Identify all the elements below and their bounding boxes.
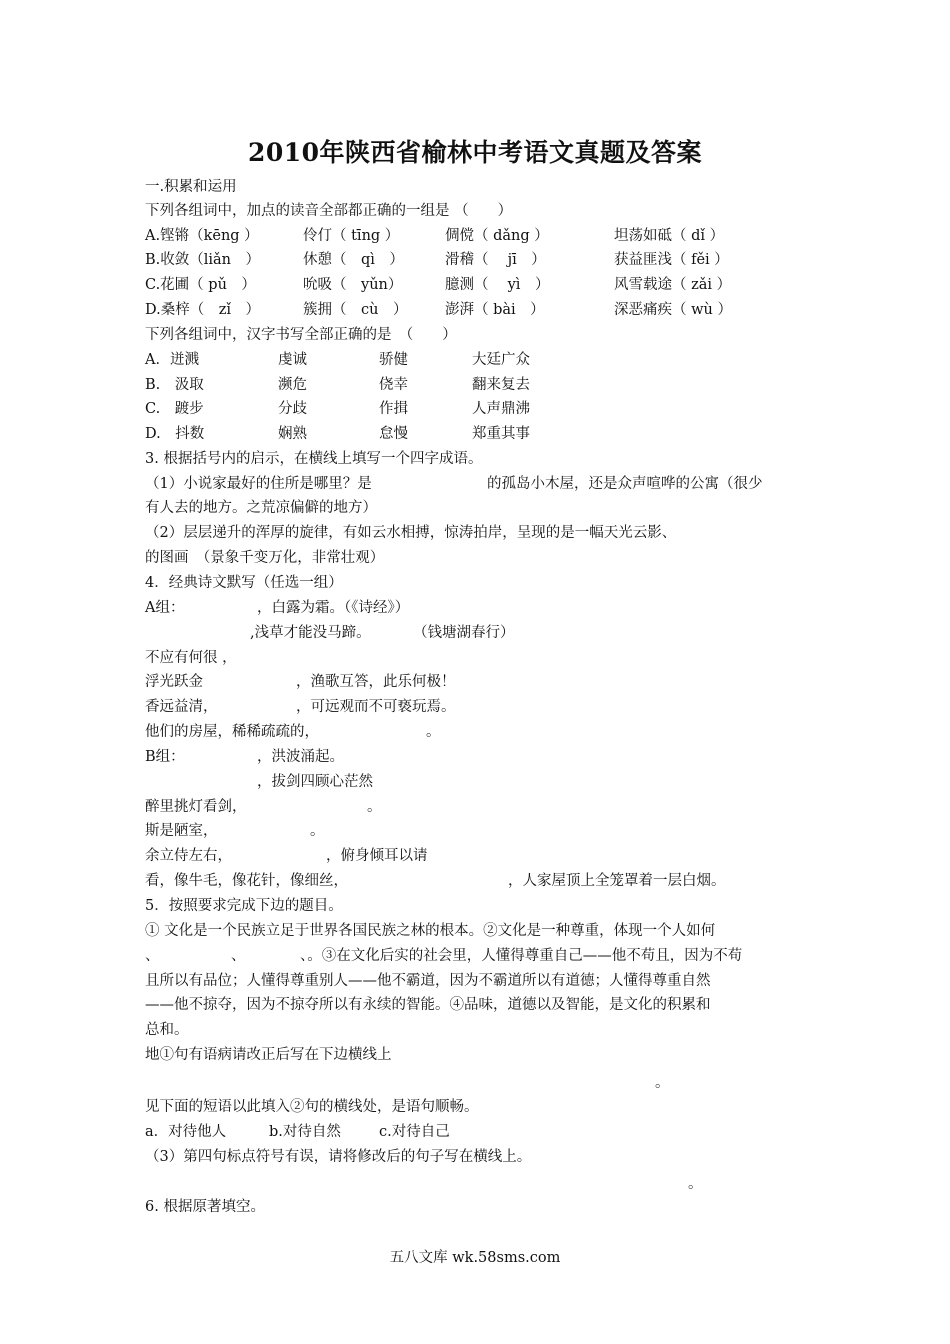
q1-option-b3: 滑稽（ jī ） (445, 252, 546, 268)
q2-option-a4: 大廷广众 (472, 352, 530, 368)
q6-prompt: 6. 根据原著填空。 (145, 1199, 265, 1215)
q2-option-a1: A．迸溅 (145, 352, 199, 368)
q2-option-a3: 骄健 (379, 352, 408, 368)
q4-b-line6-end: ，人家屋顶上全笼罩着一层白烟。 (508, 873, 726, 889)
q2-option-d1: D. 抖数 (145, 426, 205, 442)
q4-a-line1: ，白露为霜。（《诗经》） (257, 600, 410, 616)
q4-group-a-label: A组： (145, 600, 185, 616)
q3-prompt: 3. 根据括号内的启示，在横线上填写一个四字成语。 (145, 451, 483, 467)
q1-option-d1: D.桑梓（ zǐ ） (145, 302, 260, 318)
q1-option-d2: 簇拥（ cù ） (303, 302, 408, 318)
q5-sub3-answer-end: 。 (688, 1176, 703, 1192)
q1-option-a4: 坦荡如砥（ dǐ ） (614, 228, 725, 244)
q1-option-b1: B.收敛（liǎn ） (145, 252, 261, 268)
q1-option-a1: A.铿锵（kēng ） (145, 228, 259, 244)
q2-option-b2: 濒危 (278, 377, 307, 393)
q2-option-a2: 虔诚 (278, 352, 307, 368)
q5-text-line5: 总和。 (145, 1022, 189, 1038)
q1-option-b4: 获益匪浅（ fěi ） (614, 252, 729, 268)
q1-prompt: 下列各组词中，加点的读音全部都正确的一组是 （ ） (145, 203, 513, 219)
q1-option-a2: 伶仃（ tīng ） (303, 228, 400, 244)
q4-b-line5-end: ，俯身倾耳以请 (326, 848, 428, 864)
q4-a-line5-start: 香远益清， (145, 699, 218, 715)
q4-b-line5-start: 余立侍左右， (145, 848, 232, 864)
q3-part2-end: 的图画 （景象千变万化，非常壮观） (145, 550, 385, 566)
q4-b-line4-start: 斯是陋室， (145, 823, 218, 839)
q3-part1-end: 的孤岛小木屋，还是众声喧哗的公寓（很少 (487, 476, 763, 492)
q5-option-a: a．对待他人 (145, 1124, 227, 1140)
q4-b-line3-end: 。 (367, 799, 382, 815)
q3-part2-start: （2）层层递升的浑厚的旋律，有如云水相搏，惊涛拍岸，呈现的是一幅天光云影、 (145, 525, 677, 541)
q5-text-line2-b: 、 (231, 948, 246, 964)
q3-part1-cont: 有人去的地方。之荒凉偏僻的地方） (145, 500, 377, 516)
q5-sub2: 见下面的短语以此填入②句的横线处，是语句顺畅。 (145, 1099, 479, 1115)
q1-option-a3: 倜傥（ dǎng ） (445, 228, 549, 244)
q2-option-d4: 郑重其事 (472, 426, 530, 442)
q5-sub3: （3）第四句标点符号有误，请将修改后的句子写在横线上。 (145, 1149, 532, 1165)
q1-option-c4: 风雪载途（ zǎi ） (614, 277, 732, 293)
q4-a-line6-end: 。 (426, 724, 441, 740)
q1-option-c3: 臆测（ yì ） (445, 277, 550, 293)
q1-option-c2: 吮吸（ yǔn） (303, 277, 403, 293)
q3-part1-start: （1）小说家最好的住所是哪里？是 (145, 476, 372, 492)
q5-text-line4: ——他不掠夺，因为不掠夺所以有永续的智能。④品味，道德以及智能，是文化的积累和 (145, 997, 711, 1013)
q1-option-c1: C.花圃（ pǔ ） (145, 277, 256, 293)
q4-a-line4-start: 浮光跃金 (145, 674, 203, 690)
q5-option-b: b.对待自然 (269, 1124, 341, 1140)
q5-text-line2-a: 、 (145, 948, 160, 964)
page-title: 2010年陕西省榆林中考语文真题及答案 (247, 138, 703, 167)
q2-prompt: 下列各组词中，汉字书写全部正确的是 （ ） (145, 327, 457, 343)
q4-a-line4-end: ，渔歌互答，此乐何极！ (296, 674, 456, 690)
q4-a-line2-source: （钱塘湖春行） (413, 625, 515, 641)
q4-b-line4-end: 。 (310, 823, 325, 839)
q2-option-b3: 侥幸 (379, 377, 408, 393)
q4-b-line2: ，拔剑四顾心茫然 (257, 774, 373, 790)
q2-option-c4: 人声鼎沸 (472, 401, 530, 417)
q4-b-line6-start: 看，像牛毛，像花针，像细丝， (145, 873, 348, 889)
page-footer: 五八文库 wk.58sms.com (389, 1250, 561, 1266)
q5-sub1: 地①句有语病请改正后写在下边横线上 (145, 1047, 392, 1063)
q4-a-line5-end: ，可远观而不可亵玩焉。 (296, 699, 456, 715)
q2-option-d3: 怠慢 (379, 426, 408, 442)
q4-a-line2: ,浅草才能没马蹄。 (250, 625, 371, 641)
q2-option-d2: 娴熟 (278, 426, 307, 442)
q1-option-d3: 澎湃（ bài ） (445, 302, 545, 318)
q2-option-c3: 作揖 (379, 401, 408, 417)
q4-group-b-label: B组： (145, 749, 185, 765)
q1-option-d4: 深恶痛疾（ wù ） (614, 302, 732, 318)
q5-option-c: c.对待自己 (379, 1124, 450, 1140)
q4-a-line6-start: 他们的房屋，稀稀疏疏的， (145, 724, 319, 740)
q4-b-line1: ，洪波涌起。 (257, 749, 344, 765)
q2-option-c2: 分歧 (278, 401, 307, 417)
section-heading: 一.积累和运用 (145, 179, 237, 195)
q1-option-b2: 休憩（ qì ） (303, 252, 404, 268)
q2-option-b1: B. 汲取 (145, 377, 204, 393)
q4-prompt: 4．经典诗文默写（任选一组） (145, 575, 343, 591)
q4-b-line3-start: 醉里挑灯看剑， (145, 799, 247, 815)
q5-text-line3: 且所以有品位；人懂得尊重别人——他不霸道，因为不霸道所以有道德；人懂得尊重自然 (145, 973, 711, 989)
q5-text-line2-c: 、。③在文化后实的社会里，人懂得尊重自己——他不苟且，因为不苟 (300, 948, 743, 964)
q4-a-line3: 不应有何很 ， (145, 650, 237, 666)
q5-prompt: 5．按照要求完成下边的题目。 (145, 898, 343, 914)
q2-option-b4: 翻来复去 (472, 377, 530, 393)
q5-text-line1: ① 文化是一个民族立足于世界各国民族之林的根本。②文化是一种尊重，体现一个人如何 (145, 923, 716, 939)
q2-option-c1: C. 踱步 (145, 401, 204, 417)
q5-sub1-answer-end: 。 (655, 1075, 670, 1091)
